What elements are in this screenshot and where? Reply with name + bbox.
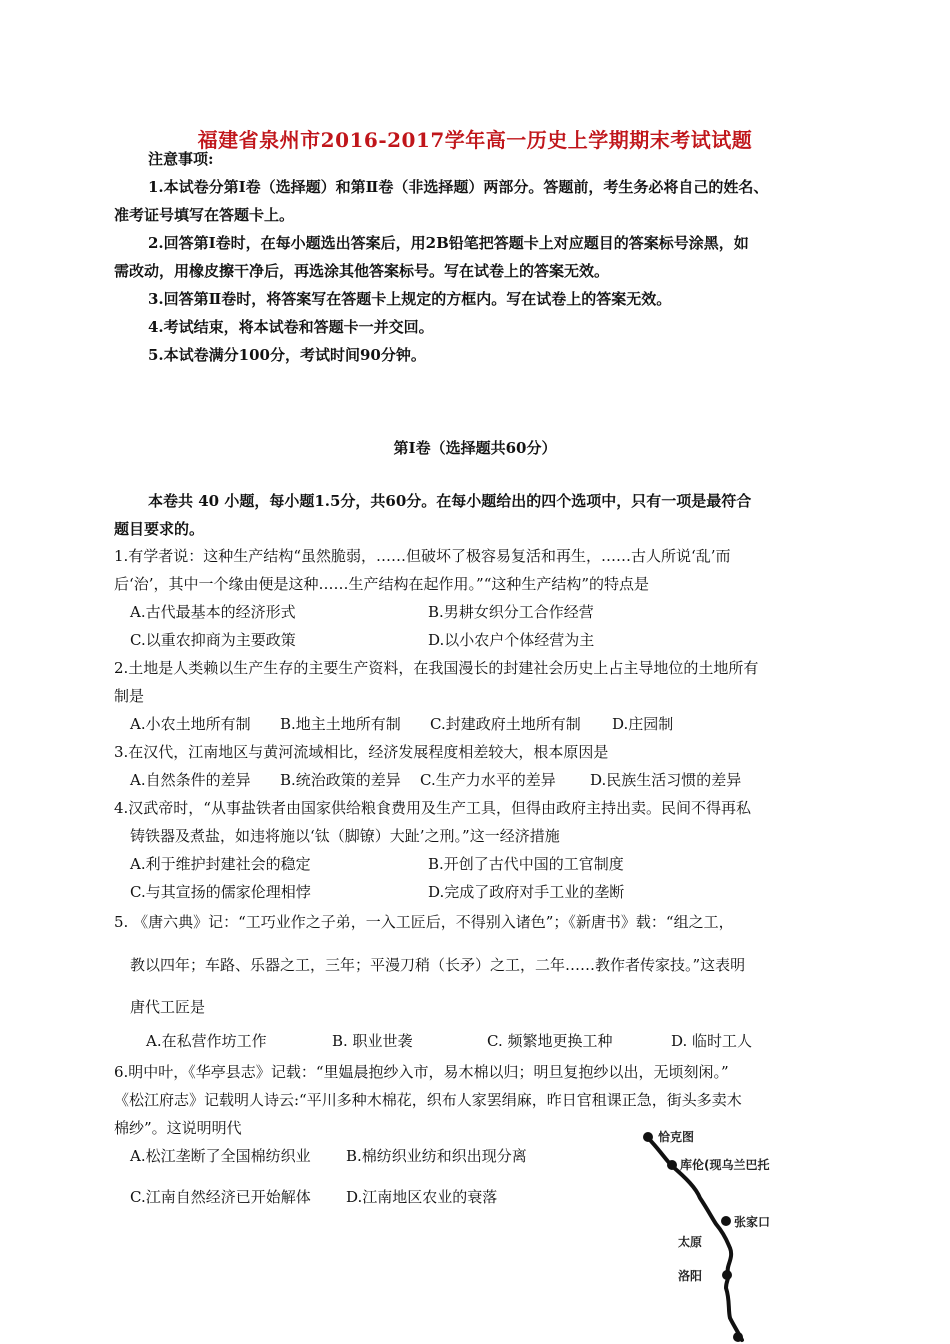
option-a: A.古代最基本的经济形式 — [130, 603, 296, 621]
option-c: C.以重农抑商为主要政策 — [130, 631, 296, 649]
option-b: B.男耕女织分工合作经营 — [428, 603, 594, 621]
section-intro: 本卷共 40 小题，每小题1.5分，共60分。在每小题给出的四个选项中，只有一项是最符合 — [148, 492, 752, 510]
option-b: B.统治政策的差异 — [280, 771, 401, 789]
notice-line: 1.本试卷分第Ⅰ卷（选择题）和第Ⅱ卷（非选择题）两部分。答题前，考生务必将自己的姓名、 — [148, 178, 769, 196]
question-stem: 棉纱”。这说明明代 — [114, 1119, 242, 1137]
option-d: D.庄园制 — [612, 715, 674, 733]
notice-heading: 注意事项: — [148, 150, 214, 168]
question-stem: 教以四年；车路、乐器之工，三年；平漫刀稍（长矛）之工，二年……教作者传家技。”这表明 — [130, 956, 746, 974]
option-a: A.松江垄断了全国棉纺织业 — [130, 1147, 311, 1165]
route-map — [630, 1118, 810, 1344]
option-c: C.封建政府土地所有制 — [430, 715, 581, 733]
question-stem: 5. 《唐六典》记：“工巧业作之子弟，一入工匠后，不得别入诸色”；《新唐书》载：“组之工， — [114, 913, 734, 931]
question-stem: 铸铁器及煮盐，如违将施以‘钛（脚镣）大趾’之刑。”这一经济措施 — [130, 827, 560, 845]
city-dot — [667, 1160, 677, 1170]
option-b: B.地主土地所有制 — [280, 715, 401, 733]
question-stem: 1.有学者说：这种生产结构“虽然脆弱，……但破坏了极容易复活和再生，……古人所说‘乱’而 — [114, 547, 731, 565]
question-stem: 后‘治’，其中一个缘由便是这种……生产结构在起作用。”“这种生产结构”的特点是 — [114, 575, 650, 593]
question-stem: 3.在汉代，江南地区与黄河流域相比，经济发展程度相差较大，根本原因是 — [114, 743, 609, 761]
notice-line: 需改动，用橡皮擦干净后，再选涂其他答案标号。写在试卷上的答案无效。 — [114, 262, 610, 280]
section-title: 第Ⅰ卷（选择题共60分） — [393, 439, 557, 457]
option-a: A.小农土地所有制 — [130, 715, 251, 733]
option-a: A.在私营作坊工作 — [146, 1032, 267, 1050]
notice-line: 准考证号填写在答题卡上。 — [114, 206, 295, 224]
map-label-kyakhta: 恰克图 — [658, 1130, 695, 1144]
map-label-urga: 库伦(现乌兰巴托 — [680, 1158, 770, 1172]
city-dot — [722, 1270, 732, 1280]
notice-line: 2.回答第Ⅰ卷时，在每小题选出答案后，用2B铅笔把答题卡上对应题目的答案标号涂黑，如 — [148, 234, 749, 252]
option-d: D.以小农户个体经营为主 — [428, 631, 595, 649]
notice-line: 3.回答第Ⅱ卷时，将答案写在答题卡上规定的方框内。写在试卷上的答案无效。 — [148, 290, 672, 308]
exam-title: 福建省泉州市2016-2017学年高一历史上学期期末考试试题 — [197, 128, 753, 152]
option-d: D.完成了政府对手工业的垄断 — [428, 883, 625, 901]
question-stem: 《松江府志》记载明人诗云:“平川多种木棉花，织布人家罢绢麻，昨日官租课正急，街头多卖木 — [114, 1091, 742, 1109]
map-label-taiyuan: 太原 — [678, 1235, 703, 1249]
option-a: A.利于维护封建社会的稳定 — [130, 855, 311, 873]
map-label-zhangjiakou: 张家口 — [734, 1215, 771, 1229]
question-stem: 唐代工匠是 — [130, 998, 206, 1016]
question-stem: 制是 — [114, 687, 145, 705]
option-c: C.江南自然经济已开始解体 — [130, 1188, 311, 1206]
option-c: C. 频繁地更换工种 — [487, 1032, 613, 1050]
option-c: C.与其宣扬的儒家伦理相悖 — [130, 883, 311, 901]
option-c: C.生产力水平的差异 — [420, 771, 556, 789]
city-dot — [721, 1216, 731, 1226]
question-stem: 2.土地是人类赖以生产生存的主要生产资料，在我国漫长的封建社会历史上占主导地位的土地所有 — [114, 659, 759, 677]
option-d: D. 临时工人 — [671, 1032, 753, 1050]
option-a: A.自然条件的差异 — [130, 771, 251, 789]
notice-line: 4.考试结束，将本试卷和答题卡一并交回。 — [148, 318, 434, 336]
option-d: D.江南地区农业的衰落 — [346, 1188, 498, 1206]
notice-line: 5.本试卷满分100分，考试时间90分钟。 — [148, 346, 426, 364]
option-b: B.开创了古代中国的工官制度 — [428, 855, 624, 873]
section-intro: 题目要求的。 — [114, 520, 205, 538]
option-d: D.民族生活习惯的差异 — [590, 771, 742, 789]
map-label-luoyang: 洛阳 — [678, 1269, 703, 1283]
city-dot — [733, 1332, 743, 1342]
question-stem: 4.汉武帝时，“从事盐铁者由国家供给粮食费用及生产工具，但得由政府主持出卖。民间不得再私 — [114, 799, 751, 817]
option-b: B. 职业世袭 — [332, 1032, 413, 1050]
question-stem: 6.明中叶，《华亭县志》记载：“里媪晨抱纱入市，易木棉以归；明旦复抱纱以出，无顷刻闲。” — [114, 1063, 729, 1081]
city-dot — [643, 1132, 653, 1142]
option-b: B.棉纺织业纺和织出现分离 — [346, 1147, 527, 1165]
